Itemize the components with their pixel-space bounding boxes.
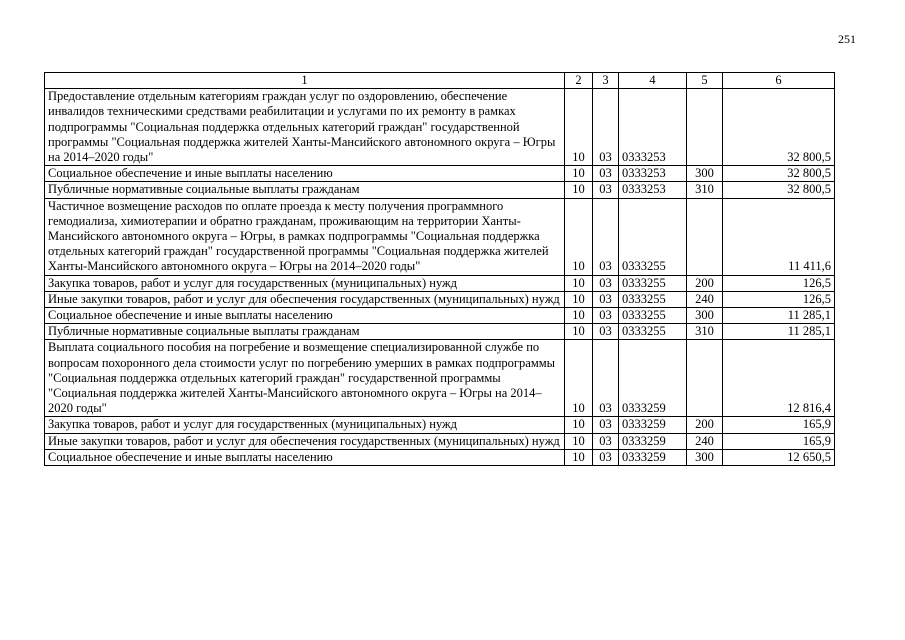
row-expense-type: 300 xyxy=(687,166,723,182)
row-target-item: 0333259 xyxy=(619,340,687,417)
row-subsection: 03 xyxy=(593,89,619,166)
table-row xyxy=(45,308,835,324)
row-section: 10 xyxy=(565,198,593,275)
row-name: Иные закупки товаров, работ и услуг для обеспечения государственных (муниципальных) нужд xyxy=(45,291,565,307)
row-target-item: 0333253 xyxy=(619,89,687,166)
row-name: Частичное возмещение расходов по оплате проезда к месту получения программного гемодиализа, химиотерапии и обратно гражданам, проживающим на территории Ханты-Мансийского автономного округа – Югры, в рамках подпрограммы "Социальная поддержка отдельных категорий граждан" государственной программы "Социальная поддержка жителей Ханты-Мансийского автономного округа – Югры на 2014–2020 годы" xyxy=(45,198,565,275)
row-amount: 126,5 xyxy=(723,275,835,291)
row-expense-type: 240 xyxy=(687,433,723,449)
table-row xyxy=(45,89,835,166)
table-row xyxy=(45,324,835,340)
row-target-item: 0333255 xyxy=(619,308,687,324)
table-row xyxy=(45,340,835,417)
row-target-item: 0333259 xyxy=(619,449,687,465)
row-amount: 12 650,5 xyxy=(723,449,835,465)
table-row xyxy=(45,182,835,198)
row-expense-type: 200 xyxy=(687,417,723,433)
row-target-item: 0333253 xyxy=(619,166,687,182)
row-expense-type: 200 xyxy=(687,275,723,291)
header-col-section: 2 xyxy=(565,73,593,89)
row-target-item: 0333255 xyxy=(619,198,687,275)
row-subsection: 03 xyxy=(593,275,619,291)
table-row xyxy=(45,275,835,291)
row-target-item: 0333255 xyxy=(619,324,687,340)
row-subsection: 03 xyxy=(593,417,619,433)
row-name: Публичные нормативные социальные выплаты гражданам xyxy=(45,182,565,198)
header-col-expense-type: 5 xyxy=(687,73,723,89)
row-section: 10 xyxy=(565,449,593,465)
row-amount: 11 285,1 xyxy=(723,324,835,340)
row-amount: 165,9 xyxy=(723,433,835,449)
row-expense-type: 300 xyxy=(687,308,723,324)
row-name: Предоставление отдельным категориям граждан услуг по оздоровлению, обеспечение инвалидов техническими средствами реабилитации и услугами по их ремонту в рамках подпрограммы "Социальная поддержка отдельных категорий граждан" государственной программы "Социальная поддержка жителей Ханты-Мансийского автономного округа – Югры на 2014–2020 годы" xyxy=(45,89,565,166)
row-target-item: 0333259 xyxy=(619,433,687,449)
header-col-subsection: 3 xyxy=(593,73,619,89)
row-amount: 11 285,1 xyxy=(723,308,835,324)
row-expense-type: 310 xyxy=(687,324,723,340)
row-name: Закупка товаров, работ и услуг для государственных (муниципальных) нужд xyxy=(45,275,565,291)
table-row xyxy=(45,291,835,307)
row-target-item: 0333253 xyxy=(619,182,687,198)
row-section: 10 xyxy=(565,340,593,417)
row-subsection: 03 xyxy=(593,433,619,449)
table-row xyxy=(45,166,835,182)
row-subsection: 03 xyxy=(593,198,619,275)
row-section: 10 xyxy=(565,182,593,198)
row-amount: 32 800,5 xyxy=(723,89,835,166)
row-section: 10 xyxy=(565,291,593,307)
row-subsection: 03 xyxy=(593,340,619,417)
row-name: Закупка товаров, работ и услуг для государственных (муниципальных) нужд xyxy=(45,417,565,433)
row-section: 10 xyxy=(565,417,593,433)
table-header-row xyxy=(45,73,835,89)
table-row xyxy=(45,449,835,465)
row-target-item: 0333255 xyxy=(619,275,687,291)
row-section: 10 xyxy=(565,89,593,166)
row-expense-type: 300 xyxy=(687,449,723,465)
row-name: Публичные нормативные социальные выплаты гражданам xyxy=(45,324,565,340)
row-subsection: 03 xyxy=(593,308,619,324)
row-amount: 32 800,5 xyxy=(723,182,835,198)
page-number: 251 xyxy=(838,32,856,46)
row-amount: 12 816,4 xyxy=(723,340,835,417)
row-name: Выплата социального пособия на погребение и возмещение специализированной службе по вопросам похоронного дела стоимости услуг по погребению умерших в рамках подпрограммы "Социальная поддержка отдельных категорий граждан" государственной программы "Социальная поддержка жителей Ханты-Мансийского автономного округа – Югры на 2014–2020 годы" xyxy=(45,340,565,417)
row-amount: 32 800,5 xyxy=(723,166,835,182)
row-expense-type: 240 xyxy=(687,291,723,307)
row-section: 10 xyxy=(565,308,593,324)
row-section: 10 xyxy=(565,166,593,182)
row-subsection: 03 xyxy=(593,324,619,340)
row-amount: 165,9 xyxy=(723,417,835,433)
row-name: Социальное обеспечение и иные выплаты населению xyxy=(45,166,565,182)
row-expense-type xyxy=(687,89,723,166)
header-col-target-item: 4 xyxy=(619,73,687,89)
row-section: 10 xyxy=(565,275,593,291)
table-row xyxy=(45,433,835,449)
row-name: Иные закупки товаров, работ и услуг для обеспечения государственных (муниципальных) нужд xyxy=(45,433,565,449)
table-row xyxy=(45,417,835,433)
row-subsection: 03 xyxy=(593,166,619,182)
row-subsection: 03 xyxy=(593,182,619,198)
row-expense-type: 310 xyxy=(687,182,723,198)
row-expense-type xyxy=(687,198,723,275)
budget-table xyxy=(44,72,835,466)
row-section: 10 xyxy=(565,433,593,449)
row-name: Социальное обеспечение и иные выплаты населению xyxy=(45,449,565,465)
table-row xyxy=(45,198,835,275)
row-target-item: 0333259 xyxy=(619,417,687,433)
row-name: Социальное обеспечение и иные выплаты населению xyxy=(45,308,565,324)
header-col-name: 1 xyxy=(45,73,565,89)
row-target-item: 0333255 xyxy=(619,291,687,307)
row-expense-type xyxy=(687,340,723,417)
row-subsection: 03 xyxy=(593,449,619,465)
header-col-amount: 6 xyxy=(723,73,835,89)
row-amount: 126,5 xyxy=(723,291,835,307)
row-subsection: 03 xyxy=(593,291,619,307)
row-amount: 11 411,6 xyxy=(723,198,835,275)
row-section: 10 xyxy=(565,324,593,340)
